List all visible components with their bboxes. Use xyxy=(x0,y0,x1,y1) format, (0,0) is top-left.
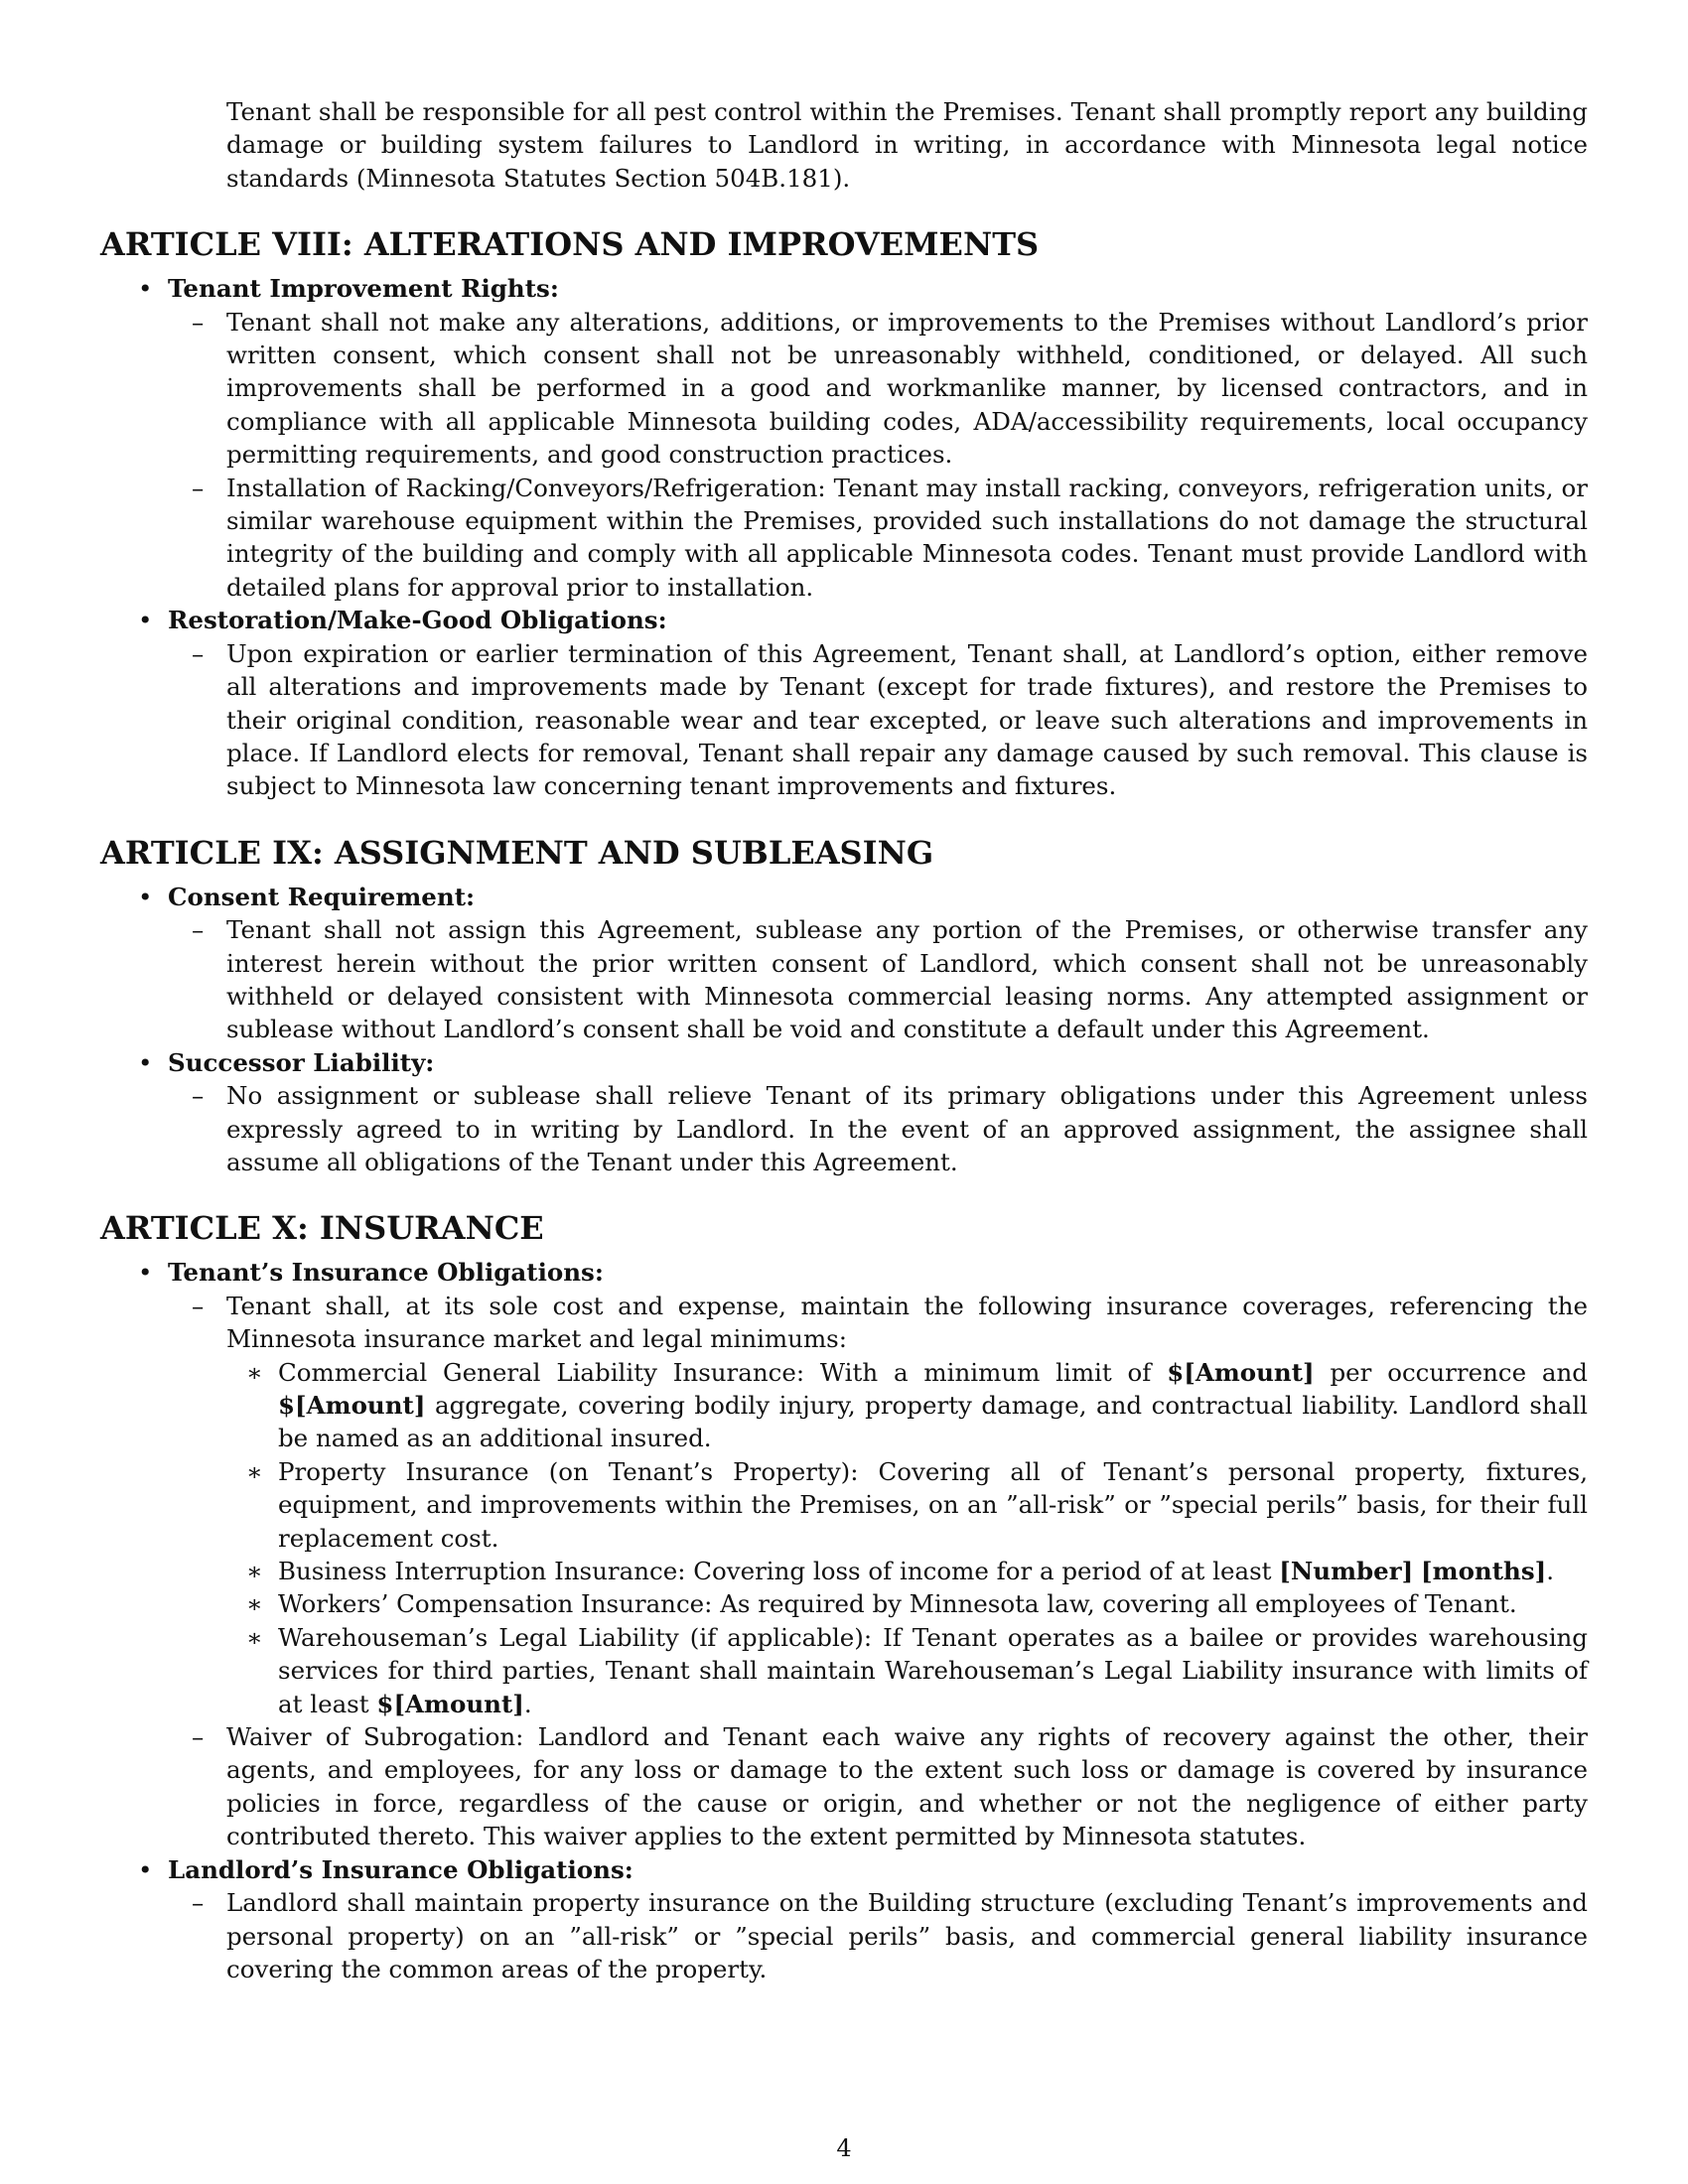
dash-icon: – xyxy=(192,1722,205,1752)
successor-liability-heading: Successor Liability: xyxy=(168,1047,435,1077)
amount-placeholder: $[Amount] xyxy=(376,1689,524,1718)
list-item xyxy=(100,1853,1588,1986)
article-9-heading: ARTICLE IX: ASSIGNMENT AND SUBLEASING xyxy=(100,833,934,872)
page-number: 4 xyxy=(836,2134,852,2162)
dash-icon: – xyxy=(192,1888,205,1918)
number-placeholder: [Number] xyxy=(1279,1557,1414,1586)
list-item: ∗ Business Interruption Insurance: Covering loss of income for a period of at least [Number] [months]. xyxy=(226,1555,1588,1587)
bullet-icon: • xyxy=(138,882,153,911)
tenant-improvement-rights-heading: Tenant Improvement Rights: xyxy=(168,274,559,304)
article-8-heading: ARTICLE VIII: ALTERATIONS AND IMPROVEMENTS xyxy=(100,225,1040,264)
clause-text: Tenant shall not assign this Agreement, sublease any portion of the Premises, or otherwise transfer any interest herein without the prior written consent of Landlord, which consent shall not be unreasonably withheld or delayed consistent with Minnesota commercial leasing norms. Any attempted assignment or sublease without Landlord’s consent shall be void and constitute a default under this Agreement. xyxy=(226,915,1588,1044)
page-content xyxy=(100,95,1588,1985)
list-item xyxy=(168,1079,1588,1178)
clause-text: Tenant shall not make any alterations, additions, or improvements to the Premises without Landlord’s prior written consent, which consent shall not be unreasonably withheld, conditioned, or delayed. All such improvements shall be performed in a good and workmanlike manner, by licensed contractors, and in compliance with all applicable Minnesota building codes, ADA/accessibility requirements, local occupancy permitting requirements, and good construction practices. xyxy=(226,307,1588,470)
list-item xyxy=(168,913,1588,1046)
tenant-insurance-heading: Tenant’s Insurance Obligations: xyxy=(168,1258,604,1288)
list-item xyxy=(168,472,1588,605)
article-8-list xyxy=(100,272,1588,803)
list-item: ∗ Workers’ Compensation Insurance: As required by Minnesota law, covering all employees of Tenant. xyxy=(226,1587,1588,1620)
asterisk-icon: ∗ xyxy=(246,1456,263,1486)
asterisk-icon: ∗ xyxy=(246,1622,263,1652)
dash-icon: – xyxy=(192,638,205,668)
list-item xyxy=(100,1046,1588,1179)
dash-icon: – xyxy=(192,473,205,502)
list-item: ∗ Property Insurance (on Tenant’s Property): Covering all of Tenant’s personal property, fixtures, equipment, and improvements within the Premises, on an ”all-risk” or ”special perils” basis, for their full replacement cost. xyxy=(246,1456,1588,1553)
clause-text: Tenant shall, at its sole cost and expense, maintain the following insurance coverages, referencing the Minnesota insurance market and legal minimums: xyxy=(226,1291,1588,1354)
article-10-heading: ARTICLE X: INSURANCE xyxy=(100,1209,544,1248)
asterisk-icon: ∗ xyxy=(246,1589,263,1619)
list-item xyxy=(168,637,1588,803)
months-placeholder: [months] xyxy=(1421,1557,1547,1586)
bullet-icon: • xyxy=(138,1854,153,1884)
clause-text: Upon expiration or earlier termination of this Agreement, Tenant shall, at Landlord’s option, either remove all alterations and improvements made by Tenant (except for trade fixtures), and restore the Premises to their original condition, reasonable wear and tear excepted, or leave such alterations and improvements in place. If Landlord elects for removal, Tenant shall repair any damage caused by such removal. This clause is subject to Minnesota law concerning tenant improvements and fixtures. xyxy=(226,638,1588,801)
restoration-heading: Restoration/Make-Good Obligations: xyxy=(168,606,667,635)
list-item xyxy=(100,881,1588,1046)
clause-text: No assignment or sublease shall relieve Tenant of its primary obligations under this Agreement unless expressly agreed to in writing by Landlord. In the event of an approved assignment, the assignee shall assume all obligations of the Tenant under this Agreement. xyxy=(226,1081,1588,1176)
article-9-list xyxy=(100,881,1588,1179)
bullet-icon: • xyxy=(138,606,153,635)
amount-placeholder: $[Amount] xyxy=(1167,1357,1315,1387)
article-10-list xyxy=(100,1256,1588,1985)
dash-icon: – xyxy=(192,915,205,945)
bullet-icon: • xyxy=(138,1258,153,1288)
intro-paragraph: Tenant shall be responsible for all pest control within the Premises. Tenant shall promptly report any building damage or building system failures to Landlord in writing, in accordance with Minnesota legal notice standards (Minnesota Statutes Section 504B.181). xyxy=(226,97,1588,193)
bullet-icon: • xyxy=(138,1047,153,1077)
dash-icon: – xyxy=(192,1291,205,1320)
landlord-insurance-heading: Landlord’s Insurance Obligations: xyxy=(168,1854,633,1884)
list-item xyxy=(168,306,1588,472)
dash-icon: – xyxy=(192,1081,205,1111)
asterisk-icon: ∗ xyxy=(246,1557,263,1586)
bullet-icon: • xyxy=(138,274,153,304)
clause-text: Waiver of Subrogation: Landlord and Tenant each waive any rights of recovery against the other, their agents, and employees, for any loss or damage to the extent such loss or damage is covered by insurance policies in force, regardless of the cause or origin, and whether or not the negligence of either party contributed thereto. This waiver applies to the extent permitted by Minnesota statutes. xyxy=(226,1722,1588,1851)
list-item xyxy=(100,604,1588,802)
list-item xyxy=(100,272,1588,604)
dash-icon: – xyxy=(192,307,205,337)
list-item: ∗ Warehouseman’s Legal Liability (if applicable): If Tenant operates as a bailee or provides warehousing services for third parties, Tenant shall maintain Warehouseman’s Legal Liability insurance with limits of at least $[Amount]. xyxy=(246,1622,1588,1718)
asterisk-icon: ∗ xyxy=(246,1357,263,1387)
list-item xyxy=(168,1720,1588,1853)
consent-requirement-heading: Consent Requirement: xyxy=(168,882,476,911)
clause-text: Installation of Racking/Conveyors/Refrigeration: Tenant may install racking, conveyors, refrigeration units, or similar warehouse equipment within the Premises, provided such installations do not damage the structural integrity of the building and comply with all applicable Minnesota codes. Tenant must provide Landlord with detailed plans for approval prior to installation. xyxy=(226,473,1588,602)
clause-text: Landlord shall maintain property insurance on the Building structure (excluding Tenant’s improvements and personal property) on an ”all-risk” or ”special perils” basis, and commercial general liability insurance covering the common areas of the property. xyxy=(226,1888,1588,1983)
list-item xyxy=(168,1886,1588,1985)
list-item xyxy=(100,1256,1588,1852)
list-item xyxy=(168,1290,1588,1720)
list-item: ∗ Commercial General Liability Insurance: With a minimum limit of $[Amount] per occurrence and $[Amount] aggregate, covering bodily injury, property damage, and contractual liability. Landlord shall be named as an additional insured. xyxy=(246,1357,1588,1453)
amount-placeholder: $[Amount] xyxy=(278,1391,426,1420)
coverage-list xyxy=(226,1356,1588,1720)
